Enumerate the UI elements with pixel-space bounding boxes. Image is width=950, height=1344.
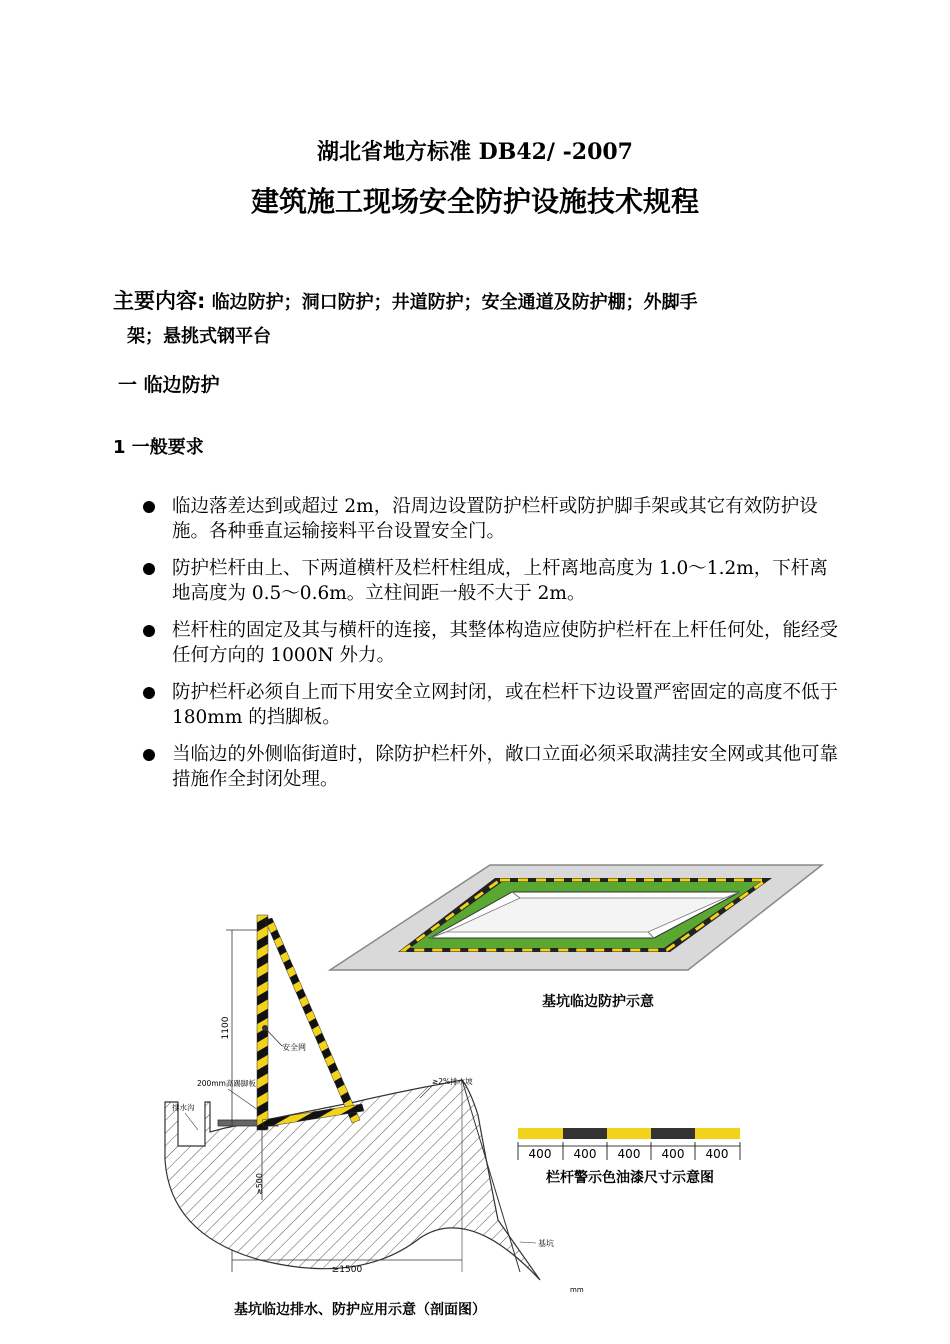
paint-size-diagram xyxy=(518,1128,740,1186)
bullet-icon xyxy=(143,749,155,761)
summary-items-line1: 临边防护；洞口防护；井道防护；安全通道及防护棚；外脚手 xyxy=(211,292,698,313)
section-caption: 基坑临边排水、防护应用示意（剖面图） xyxy=(234,1302,486,1318)
list-item: 当临边的外侧临街道时，除防护栏杆外，敞口立面必须采取满挂安全网或其他可靠措施作全封闭处理。 xyxy=(140,742,840,792)
paint-segment-label: 400 xyxy=(705,1147,729,1161)
paint-segment-label: 400 xyxy=(573,1147,597,1161)
drain-slope-label: ≥2%排水坡 xyxy=(432,1077,473,1086)
summary-label: 主要内容: xyxy=(113,289,206,313)
height-dim-label: 1100 xyxy=(221,1016,231,1040)
requirements-list xyxy=(140,494,840,804)
document-title: 建筑施工现场安全防护设施技术规程 xyxy=(250,185,699,218)
paint-caption: 栏杆警示色油漆尺寸示意图 xyxy=(546,1170,714,1186)
unit-label: mm xyxy=(570,1286,584,1294)
bullet-icon xyxy=(143,687,155,699)
subsection-heading: 1 一般要求 xyxy=(113,437,204,458)
width-dim-label: ≥1500 xyxy=(331,1265,363,1275)
summary xyxy=(113,284,843,354)
list-item: 临边落差达到或超过 2m，沿周边设置防护栏杆或防护脚手架或其它有效防护设施。各种垂直运输接料平台设置安全门。 xyxy=(140,494,840,544)
diagonal-brace xyxy=(265,918,360,1123)
paint-segment-label: 400 xyxy=(528,1147,552,1161)
bullet-icon xyxy=(143,625,155,637)
guardrail-post xyxy=(257,915,268,1130)
bullet-icon xyxy=(143,501,155,513)
toe-board-label: 200mm高踢脚板 xyxy=(197,1079,256,1088)
pit-perspective-diagram xyxy=(330,865,822,1010)
pit-caption: 基坑临边防护示意 xyxy=(542,994,654,1010)
bullet-icon xyxy=(143,563,155,575)
embed-depth-label: ≥500 xyxy=(255,1173,264,1195)
cross-section-diagram xyxy=(165,915,584,1318)
list-item: 防护栏杆由上、下两道横杆及栏杆柱组成，上杆离地高度为 1.0～1.2m，下杆离地高度为 0.5～0.6m。立柱间距一般不大于 2m。 xyxy=(140,556,840,606)
pit-label: 基坑 xyxy=(538,1239,554,1248)
list-item: 栏杆柱的固定及其与横杆的连接，其整体构造应使防护栏杆在上杆任何处，能经受任何方向的 1000N 外力。 xyxy=(140,618,840,668)
paint-segment-label: 400 xyxy=(617,1147,641,1161)
list-item: 防护栏杆必须自上而下用安全立网封闭，或在栏杆下边设置严密固定的高度不低于 180mm 的挡脚板。 xyxy=(140,680,840,730)
standard-number: 湖北省地方标准 DB42/ -2007 xyxy=(316,139,633,165)
safety-net-label: 安全网 xyxy=(282,1043,306,1052)
section-heading: 一 临边防护 xyxy=(118,374,220,396)
edge-protection-figure xyxy=(0,840,950,1344)
paint-segment-label: 400 xyxy=(661,1147,685,1161)
drain-ditch-label: 排水沟 xyxy=(172,1103,195,1112)
summary-items-line2: 架；悬挑式钢平台 xyxy=(127,326,271,347)
